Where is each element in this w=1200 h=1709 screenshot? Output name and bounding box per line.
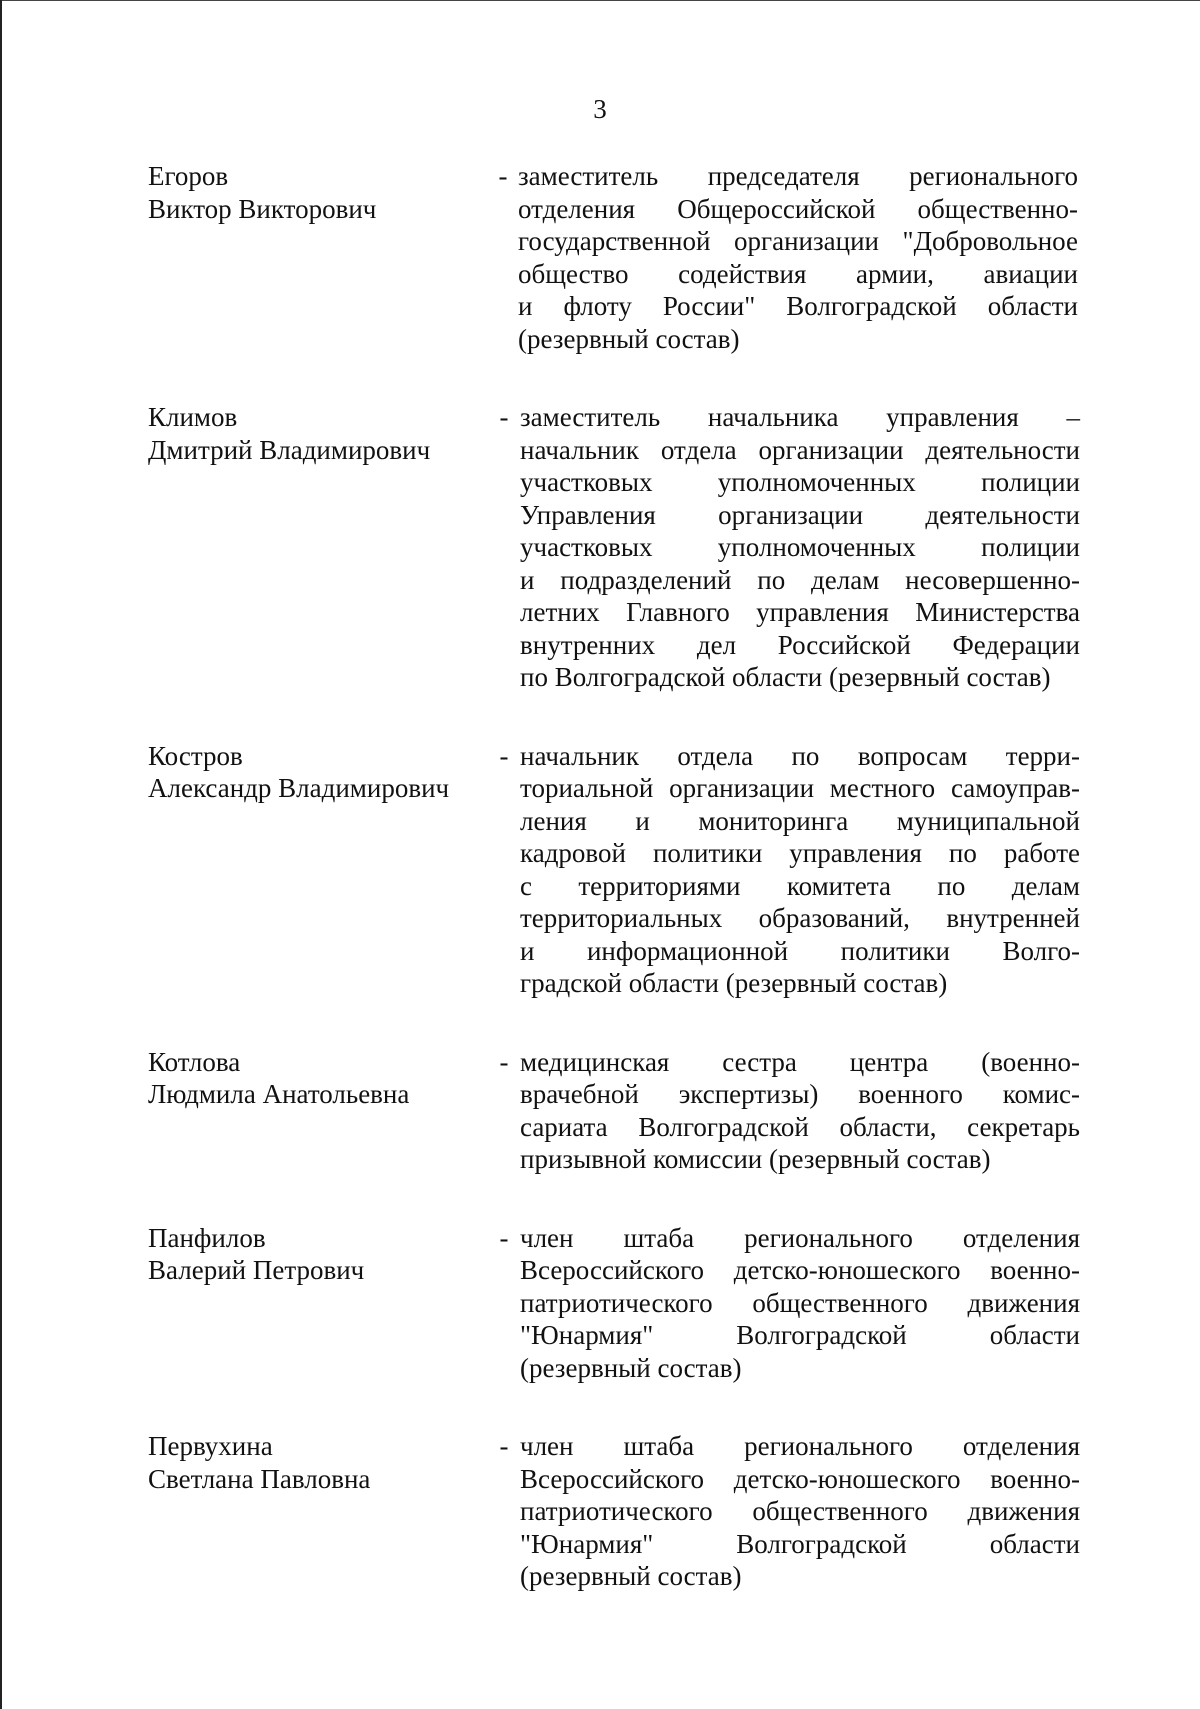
scan-edge-top [0, 0, 1200, 1]
position-text-line: государственной организации "Добровольное [518, 226, 1078, 256]
member-entry [148, 1046, 1080, 1176]
member-list [148, 160, 1080, 1638]
scan-edge-left [0, 0, 2, 1709]
member-name [148, 401, 488, 466]
page-number: 3 [593, 94, 607, 124]
member-position [520, 1222, 1080, 1385]
member-surname: Первухина [148, 1431, 273, 1461]
member-entry [148, 401, 1080, 694]
member-position [520, 740, 1080, 1000]
position-text-line: и информационной политики Волго- [520, 935, 1080, 966]
position-text-line: участковых уполномоченных полиции [520, 467, 1080, 497]
position-text-line: патриотического общественного движения [520, 1496, 1080, 1526]
member-name [148, 740, 488, 805]
position-text-line: градской области (резервный состав) [520, 968, 948, 998]
position-text-line: отделения Общероссийской общественно- [518, 193, 1078, 224]
position-text-line: член штаба регионального отделения [520, 1222, 1080, 1253]
member-entry [148, 1430, 1080, 1593]
member-given-names: Александр Владимирович [148, 773, 450, 803]
member-entry [148, 740, 1080, 1000]
entry-dash: - [498, 161, 508, 191]
position-text-line: "Юнармия" Волгоградской области [520, 1528, 1080, 1559]
member-surname: Климов [148, 402, 238, 432]
position-text-line: летних Главного управления Министерства [520, 597, 1080, 627]
position-text-line: (резервный состав) [518, 323, 740, 354]
member-entry [148, 160, 1080, 355]
member-name [148, 1430, 488, 1495]
position-text-line: заместитель председателя регионального [518, 161, 1078, 191]
member-name [148, 1222, 488, 1287]
position-text-line: (резервный состав) [520, 1561, 742, 1591]
position-text-line: территориальных образований, внутренней [520, 903, 1080, 933]
member-given-names: Дмитрий Владимирович [148, 434, 431, 465]
position-text-line: Управления организации деятельности [520, 499, 1080, 530]
position-text-line: Всероссийского детско-юношеского военно- [520, 1463, 1080, 1494]
position-text-line: участковых уполномоченных полиции [520, 532, 1080, 562]
position-text-line: патриотического общественного движения [520, 1287, 1080, 1318]
member-given-names: Светлана Павловна [148, 1463, 371, 1494]
member-position [518, 160, 1078, 355]
position-text-line: с территориями комитета по делам [520, 870, 1080, 901]
position-text-line: общество содействия армии, авиации [518, 258, 1078, 289]
member-surname: Егоров [148, 161, 229, 191]
position-text-line: (резервный состав) [520, 1352, 742, 1383]
entry-dash: - [499, 740, 509, 771]
position-text-line: врачебной экспертизы) военного комис- [520, 1079, 1080, 1109]
position-text-line: начальник отдела по вопросам терри- [520, 740, 1080, 771]
position-text-line: начальник отдела организации деятельности [520, 434, 1080, 465]
position-text-line: заместитель начальника управления – [520, 402, 1080, 432]
member-position [520, 1430, 1080, 1593]
entry-dash: - [499, 1222, 509, 1253]
position-text-line: призывной комиссии (резервный состав) [520, 1144, 991, 1174]
entry-dash: - [499, 402, 509, 432]
member-surname: Панфилов [148, 1222, 266, 1253]
position-text-line: кадровой политики управления по работе [520, 838, 1080, 868]
member-name [148, 1046, 488, 1111]
member-given-names: Валерий Петрович [148, 1255, 365, 1285]
position-text-line: и подразделений по делам несовершенно- [520, 564, 1080, 595]
member-given-names: Людмила Анатольевна [148, 1079, 410, 1109]
entry-dash: - [499, 1046, 509, 1077]
member-surname: Костров [148, 740, 243, 771]
position-text-line: сариата Волгоградской области, секретарь [520, 1111, 1080, 1142]
position-text-line: медицинская сестра центра (военно- [520, 1046, 1080, 1077]
member-position [520, 401, 1080, 694]
member-entry [148, 1222, 1080, 1385]
member-surname: Котлова [148, 1046, 241, 1077]
position-text-line: и флоту России" Волгоградской области [518, 291, 1078, 321]
position-text-line: "Юнармия" Волгоградской области [520, 1320, 1080, 1350]
position-text-line: ториальной организации местного самоуправ- [520, 773, 1080, 803]
member-position [520, 1046, 1080, 1176]
member-given-names: Виктор Викторович [148, 193, 377, 224]
position-text-line: по Волгоградской области (резервный состав) [520, 662, 1051, 692]
entry-dash: - [499, 1431, 509, 1461]
member-name [148, 160, 488, 225]
position-text-line: ления и мониторинга муниципальной [520, 805, 1080, 836]
position-text-line: член штаба регионального отделения [520, 1431, 1080, 1461]
position-text-line: внутренних дел Российской Федерации [520, 629, 1080, 660]
position-text-line: Всероссийского детско-юношеского военно- [520, 1255, 1080, 1285]
